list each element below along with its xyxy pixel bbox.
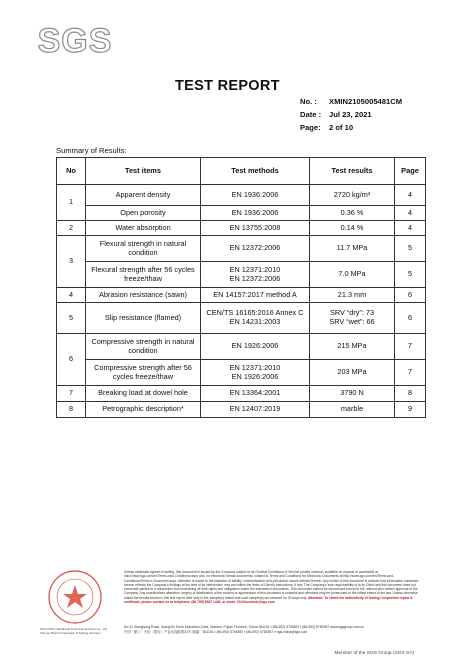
table-row xyxy=(57,262,426,288)
cell-method: CEN/TS 16165:2016 Annex C EN 14231:2003 xyxy=(201,303,310,334)
table-row xyxy=(57,402,426,418)
meta-label: Date : xyxy=(300,110,322,119)
cell-item: Compressive strength in natural condition xyxy=(86,334,201,360)
member-statement: Member of the SGS Group (SGS SA) xyxy=(334,651,414,656)
cell-no: 2 xyxy=(57,221,86,236)
address-line-cn: 中国 · 厦门 · 火炬（翔安）产业区翔虹路31号 邮编：361101 t (86-592) 5765557 f (86-592) 5765357 e sgs.china@sgs.com xyxy=(124,630,308,634)
meta-page-row xyxy=(300,121,402,134)
sgs-logo xyxy=(36,21,114,59)
cell-page: 6 xyxy=(395,303,426,334)
cell-page: 8 xyxy=(395,386,426,402)
cell-method: EN 12371:2010 EN 1926:2006 xyxy=(201,360,310,386)
header-page: Page xyxy=(395,158,426,185)
cell-item: Abrasion resistance (sawn) xyxy=(86,288,201,303)
cell-result: 2720 kg/m³ xyxy=(310,185,395,206)
cell-item: Apparent density xyxy=(86,185,201,206)
cell-method: EN 1936:2006 xyxy=(201,206,310,221)
summary-label: Summary of Results: xyxy=(56,146,127,155)
cell-method: EN 14157:2017 method A xyxy=(201,288,310,303)
footer-disclaimer xyxy=(124,570,420,604)
cell-result: 3790 N xyxy=(310,386,395,402)
cell-item: Breaking load at dowel hole xyxy=(86,386,201,402)
table-row xyxy=(57,206,426,221)
cell-no: 5 xyxy=(57,303,86,334)
stamp-caption: SGS-CSTC Standards Technical Services Co., Ltd. Xiamen Branch Inspection & Testing Services xyxy=(40,627,108,635)
cell-result: 7.0 MPa xyxy=(310,262,395,288)
cell-page: 5 xyxy=(395,236,426,262)
cell-method: EN 1936:2006 xyxy=(201,185,310,206)
cell-page: 6 xyxy=(395,288,426,303)
cell-result: 11.7 MPa xyxy=(310,236,395,262)
cell-no: 6 xyxy=(57,334,86,386)
results-table-body xyxy=(57,185,426,418)
report-page: 2 of 10 xyxy=(329,123,354,132)
results-table xyxy=(56,157,426,418)
logo-text: SGS xyxy=(37,22,113,59)
cell-item: Slip resistance (flamed) xyxy=(86,303,201,334)
cell-method: EN 13755:2008 xyxy=(201,221,310,236)
cell-result: 0.14 % xyxy=(310,221,395,236)
disclaimer-text: Unless otherwise agreed in writing, this document is issued by the Company subject to its General Conditions of Service printed overleaf, available on request or accessible at http://www.sgs.com/en/Terms-and-Conditions.aspx and, for electronic format documents, subject to Terms and Conditions for Electronic Documents at http://www.sgs.com/en/Terms-and-Conditions/Terms-e-Document.aspx. Attention is drawn to the limitation of liability, indemnification and jurisdiction issues defined therein. Any holder of this document is advised that information contained hereon reflects the Company's findings at the time of its intervention only and within the limits of Client's instructions, if any. The Company's sole responsibility is to its Client and this document does not exonerate parties to a transaction from exercising all their rights and obligations under the transaction documents. This document cannot be reproduced except in full, without prior written approval of the Company. Any unauthorized alteration, forgery or falsification of the content or appearance of this document is unlawful and offenders may be prosecuted to the fullest extent of the law. Unless otherwise stated the results shown in this test report refer only to the sample(s) tested and such sample(s) are retained for 30 days only. xyxy=(124,570,419,600)
cell-method: EN 1926:2006 xyxy=(201,334,310,360)
cell-result: 215 MPa xyxy=(310,334,395,360)
header-test-methods: Test methods xyxy=(201,158,310,185)
report-date: Jul 23, 2021 xyxy=(329,110,372,119)
report-number: XMIN2105005481CM xyxy=(329,97,403,106)
footer-address xyxy=(124,625,420,635)
cell-no: 1 xyxy=(57,185,86,221)
cell-no: 3 xyxy=(57,236,86,288)
report-title: TEST REPORT xyxy=(175,78,280,94)
header-no: No xyxy=(57,158,86,185)
cell-method: EN 12372:2006 xyxy=(201,236,310,262)
table-row xyxy=(57,303,426,334)
sgs-seal-stamp xyxy=(40,567,110,627)
cell-page: 5 xyxy=(395,262,426,288)
cell-page: 4 xyxy=(395,206,426,221)
address-line-en: No.31 Xianghong Road, Xiang'An Torch Industrian Zone, Xiamen, Fujian Province, China 361101 t (86-592) 5765557 f (86-592) 5765357 www.sgsgroup.com.cn xyxy=(124,625,365,629)
cell-no: 7 xyxy=(57,386,86,402)
attention-text: Attention: To check the authenticity of testing / inspection report & certificate, please contact us at telephone: (86-755) 8307 1443, or email: CN.Doccheck@sgs.com xyxy=(124,595,413,605)
cell-item: Petrographic description* xyxy=(86,402,201,418)
table-row xyxy=(57,288,426,303)
table-row xyxy=(57,236,426,262)
table-row xyxy=(57,221,426,236)
table-row xyxy=(57,386,426,402)
cell-page: 4 xyxy=(395,221,426,236)
meta-label: No. : xyxy=(300,97,317,106)
cell-method: EN 13364:2001 xyxy=(201,386,310,402)
table-row xyxy=(57,334,426,360)
cell-method: EN 12407:2019 xyxy=(201,402,310,418)
cell-no: 4 xyxy=(57,288,86,303)
cell-page: 7 xyxy=(395,334,426,360)
table-row xyxy=(57,360,426,386)
cell-result: 0.36 % xyxy=(310,206,395,221)
header-test-items: Test items xyxy=(86,158,201,185)
cell-page: 4 xyxy=(395,185,426,206)
cell-item: Open porosity xyxy=(86,206,201,221)
cell-item: Water absorption xyxy=(86,221,201,236)
cell-item: Flexural strength in natural condition xyxy=(86,236,201,262)
table-row xyxy=(57,185,426,206)
meta-number-row xyxy=(300,95,402,108)
cell-result: 21.3 mm xyxy=(310,288,395,303)
cell-page: 9 xyxy=(395,402,426,418)
cell-result: SRV “dry”: 73 SRV “wet”: 66 xyxy=(310,303,395,334)
cell-result: 203 MPa xyxy=(310,360,395,386)
cell-item: Flexural strength after 56 cycles freeze/thaw xyxy=(86,262,201,288)
cell-result: marble xyxy=(310,402,395,418)
meta-label: Page: xyxy=(300,123,321,132)
table-header-row xyxy=(57,158,426,185)
header-test-results: Test results xyxy=(310,158,395,185)
cell-page: 7 xyxy=(395,360,426,386)
cell-item: Compressive strength after 56 cycles freeze/thaw xyxy=(86,360,201,386)
report-meta xyxy=(300,95,402,134)
cell-no: 8 xyxy=(57,402,86,418)
meta-date-row xyxy=(300,108,402,121)
cell-method: EN 12371:2010 EN 12372:2006 xyxy=(201,262,310,288)
